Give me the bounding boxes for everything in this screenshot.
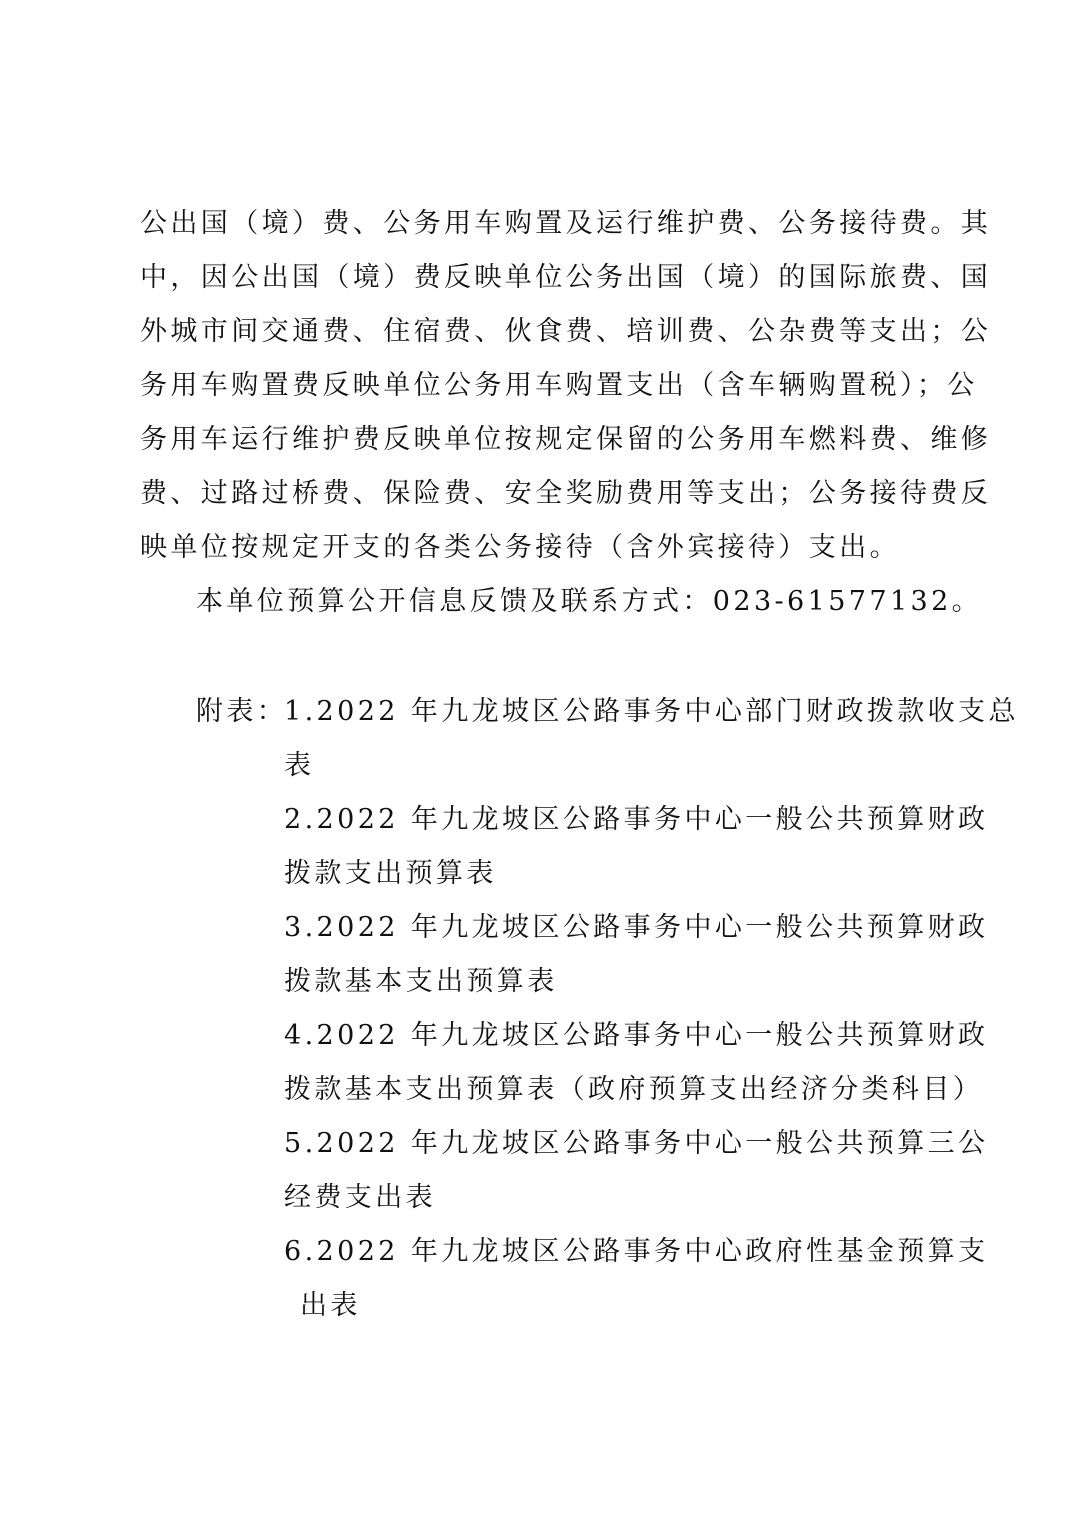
attachment-item-5-line1: 5.2022 年九龙坡区公路事务中心一般公共预算三公 [284,1128,989,1159]
attachment-item-5-line2: 经费支出表 [284,1182,436,1213]
attachment-label: 附表： [196,696,288,727]
attachment-item-6-line2: 出表 [300,1290,361,1321]
attachment-item-3-line2: 拨款基本支出预算表 [284,966,558,997]
contact-line: 本单位预算公开信息反馈及联系方式：023-61577132。 [196,586,983,617]
body-line-4: 务用车购置费反映单位公务用车购置支出（含车辆购置税）；公 [140,370,978,401]
body-line-3: 外城市间交通费、住宿费、伙食费、培训费、公杂费等支出；公 [140,316,992,347]
attachment-item-3-line1: 3.2022 年九龙坡区公路事务中心一般公共预算财政 [284,912,989,943]
attachment-item-1-line2: 表 [284,750,315,781]
attachment-item-1-line1: 1.2022 年九龙坡区公路事务中心部门财政拨款收支总 [284,696,1019,727]
attachment-item-4-line2: 拨款基本支出预算表（政府预算支出经济分类科目） [284,1074,984,1105]
body-line-6: 费、过路过桥费、保险费、安全奖励费用等支出；公务接待费反 [140,478,992,509]
body-line-2: 中，因公出国（境）费反映单位公务出国（境）的国际旅费、国 [140,262,992,293]
attachment-item-6-line1: 6.2022 年九龙坡区公路事务中心政府性基金预算支 [284,1236,989,1267]
attachment-item-2-line2: 拨款支出预算表 [284,858,497,889]
body-line-1: 公出国（境）费、公务用车购置及运行维护费、公务接待费。其 [140,208,992,239]
body-line-7: 映单位按规定开支的各类公务接待（含外宾接待）支出。 [140,532,900,563]
attachment-item-2-line1: 2.2022 年九龙坡区公路事务中心一般公共预算财政 [284,804,989,835]
body-line-5: 务用车运行维护费反映单位按规定保留的公务用车燃料费、维修 [140,424,992,455]
attachment-item-4-line1: 4.2022 年九龙坡区公路事务中心一般公共预算财政 [284,1020,989,1051]
